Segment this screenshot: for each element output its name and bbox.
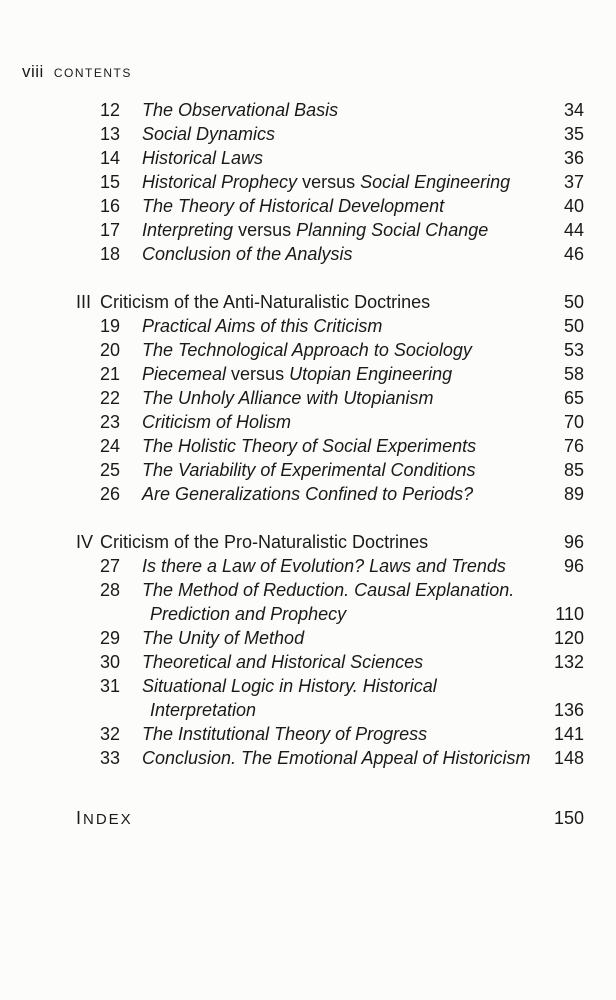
toc-entry-title-part: Interpreting: [142, 220, 234, 240]
toc-entry-page: 85: [563, 460, 584, 480]
toc-entry-page: 44: [563, 220, 584, 240]
toc-entry-title: Situational Logic in History. Historical: [142, 676, 437, 696]
toc-entry-number: 26: [100, 484, 121, 504]
toc-entry-page: 120: [553, 628, 584, 648]
toc-entry-title: [142, 171, 510, 193]
toc-entry-title: INDEX: [76, 808, 133, 828]
toc-entry-number: 22: [100, 388, 121, 408]
toc-entry-page: 150: [553, 808, 584, 828]
toc-entry-page: 141: [553, 724, 584, 744]
toc-entry-title: The Variability of Experimental Conditions: [142, 460, 476, 480]
toc-entry: [0, 651, 616, 673]
toc-entry-number: 14: [100, 148, 121, 168]
toc-entry-title: The Observational Basis: [142, 100, 339, 120]
toc-entry-title-connector: versus: [233, 220, 297, 240]
toc-entry-number: 24: [100, 436, 121, 456]
toc-entry-title-part: Piecemeal: [142, 364, 227, 384]
toc-entry-title: The Institutional Theory of Progress: [142, 724, 428, 744]
toc-entry-page: 37: [563, 172, 584, 192]
toc-entry-number: IV: [76, 532, 94, 552]
toc-index-entry: [0, 807, 616, 829]
toc-entry-title: The Unity of Method: [142, 628, 305, 648]
toc-entry-number: 16: [100, 196, 121, 216]
toc-entry-title-part: Historical Prophecy: [142, 172, 298, 192]
toc-part-entry: [0, 531, 616, 553]
toc-entry-title-part: Utopian Engineering: [289, 364, 453, 384]
running-head: [22, 62, 132, 82]
toc-entry-title-part: Planning Social Change: [296, 220, 489, 240]
toc-entry-number: 12: [100, 100, 121, 120]
toc-entry-page: 53: [563, 340, 584, 360]
toc-entry-title: Are Generalizations Confined to Periods?: [142, 484, 474, 504]
toc-entry-title-part: Social Engineering: [360, 172, 511, 192]
toc-entry-page: 50: [563, 316, 584, 336]
toc-entry-page: 70: [563, 412, 584, 432]
toc-entry-page: 96: [563, 556, 584, 576]
toc-entry-number: 31: [100, 676, 121, 696]
toc-entry-title: The Unholy Alliance with Utopianism: [142, 388, 434, 408]
toc-entry-page: 36: [563, 148, 584, 168]
toc-entry: [0, 555, 616, 577]
toc-entry-number: 33: [100, 748, 121, 768]
toc-entry-title: Prediction and Prophecy: [150, 604, 347, 624]
toc-part-entry: [0, 291, 616, 313]
toc-entry-page: 89: [563, 484, 584, 504]
toc-entry-number: 30: [100, 652, 121, 672]
toc-entry: [0, 579, 616, 601]
toc-entry: [0, 699, 616, 721]
toc-entry: [0, 219, 616, 241]
toc-entry-page: 132: [553, 652, 584, 672]
toc-entry-title: [142, 363, 452, 385]
toc-entry-number: 23: [100, 412, 121, 432]
toc-entry-page: 46: [563, 244, 584, 264]
toc-entry-page: 96: [563, 532, 584, 552]
toc-entry: [0, 147, 616, 169]
toc-entry-page: 58: [563, 364, 584, 384]
toc-entry-title: Theoretical and Historical Sciences: [142, 652, 424, 672]
toc-entry-title: The Technological Approach to Sociology: [142, 340, 472, 360]
toc-entry: [0, 315, 616, 337]
toc-entry: [0, 435, 616, 457]
toc-entry-number: 25: [100, 460, 121, 480]
toc-entry: [0, 123, 616, 145]
toc-entry: [0, 627, 616, 649]
toc-entry-number: 20: [100, 340, 121, 360]
toc-entry-title-connector: versus: [226, 364, 290, 384]
toc-entry-number: III: [76, 292, 92, 312]
toc-entry-title: Interpretation: [150, 700, 257, 720]
toc-entry: [0, 171, 616, 193]
toc-entry-title: Practical Aims of this Criticism: [142, 316, 383, 336]
toc-entry-title: The Method of Reduction. Causal Explanation.: [142, 580, 515, 600]
toc-entry-number: 21: [100, 364, 121, 384]
toc-entry-title: The Theory of Historical Development: [142, 196, 445, 216]
toc-entry: [0, 747, 616, 769]
toc-entry-title: Social Dynamics: [142, 124, 276, 144]
toc-entry: [0, 675, 616, 697]
toc-entry-number: 19: [100, 316, 121, 336]
toc-entry-number: 15: [100, 172, 121, 192]
toc-entry-title: Is there a Law of Evolution? Laws and Trends: [142, 556, 506, 576]
toc-entry-page: 148: [553, 748, 584, 768]
toc-entry: [0, 723, 616, 745]
toc-entry-page: 40: [563, 196, 584, 216]
toc-entry-number: 27: [100, 556, 121, 576]
toc-entry-page: 65: [563, 388, 584, 408]
toc-entry-number: 17: [100, 220, 121, 240]
toc-entry: [0, 99, 616, 121]
toc-entry-page: 34: [563, 100, 584, 120]
toc-entry: [0, 195, 616, 217]
toc-entry-page: 76: [563, 436, 584, 456]
page-folio: viii: [22, 62, 44, 81]
toc-entry: [0, 483, 616, 505]
toc-entry-title: The Holistic Theory of Social Experiments: [142, 436, 477, 456]
toc-entry: [0, 387, 616, 409]
toc-entry-title: Conclusion of the Analysis: [142, 244, 353, 264]
toc-entry-title: [142, 219, 488, 241]
toc-entry-number: 29: [100, 628, 121, 648]
toc-entry: [0, 459, 616, 481]
toc-entry-title-connector: versus: [297, 172, 361, 192]
toc-entry-title: Conclusion. The Emotional Appeal of Historicism: [142, 748, 531, 768]
toc-entry-number: 28: [100, 580, 121, 600]
toc-entry-page: 35: [563, 124, 584, 144]
toc-entry-number: 32: [100, 724, 121, 744]
toc-entry-page: 136: [553, 700, 584, 720]
toc-entry: [0, 363, 616, 385]
toc-entry-title: Criticism of the Pro-Naturalistic Doctrines: [100, 532, 429, 552]
toc-entry: [0, 603, 616, 625]
toc-entry-title: Criticism of the Anti-Naturalistic Doctrines: [100, 292, 431, 312]
toc-entry-number: 18: [100, 244, 121, 264]
toc-entry-title: Historical Laws: [142, 148, 264, 168]
toc-entry-page: 50: [563, 292, 584, 312]
toc-entry: [0, 411, 616, 433]
toc-entry-page: 110: [555, 604, 584, 624]
toc-entry: [0, 339, 616, 361]
running-head-title: CONTENTS: [53, 66, 132, 80]
toc-entry-title: Criticism of Holism: [142, 412, 292, 432]
toc-entry: [0, 243, 616, 265]
toc-entry-number: 13: [100, 124, 121, 144]
